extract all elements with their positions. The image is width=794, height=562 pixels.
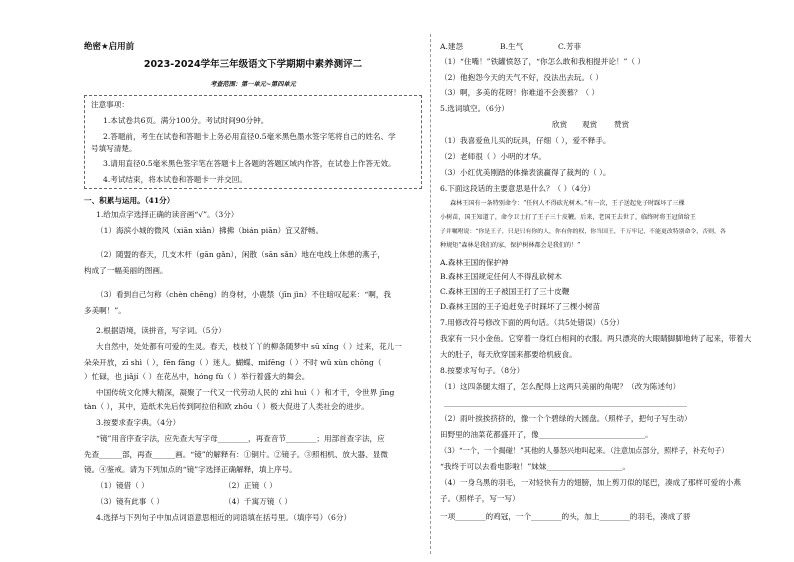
- q1-item: 构成了一幅美丽的图画。: [84, 266, 168, 275]
- q4-option: B.生气: [500, 42, 524, 51]
- notice-box: [84, 95, 422, 189]
- q3-option: （3）镜有此事（ ）: [96, 497, 164, 506]
- q3-line: 镜。④鉴戒。请为下列加点的“镜”字选择正确解释，填上序号。: [84, 465, 297, 474]
- q2-line: 朵朵开放，zī shì（ ），fēn fāng（ ）迷人。蝴蝶、mìfēng（ ）不时 wǔ xùn chōng（: [84, 358, 382, 367]
- q3-option: （1）镜借（ ）: [96, 481, 149, 490]
- q8-answer-line: ________________________________________________________________: [444, 398, 687, 407]
- section-heading: 一、积累与运用。（41分）: [84, 196, 175, 205]
- q5-word: 欣赏: [552, 120, 568, 129]
- question-5: 5.选词填空。（6分）: [440, 104, 510, 113]
- q5-line: （1）我喜爱鱼儿买的玩具，仔细（ ），爱不释手。: [440, 136, 611, 145]
- q1-item: （1）海滨小城的微风（xiān xiǎn）拂拂（bián piān）宜又舒畅。: [96, 226, 324, 235]
- q2-line: 大自然中，处处都有可爱的生灵。春天，枝枝丫丫的柳条随梦中 sū xǐng（ ）过来，花儿一: [96, 342, 402, 351]
- confidential-mark: 绝密★启用前: [84, 42, 135, 52]
- q8-line: （1）这四条腿太细了，怎么配得上这两只美丽的角呢？（改为陈述句）: [440, 382, 681, 391]
- q6-paragraph: 种规矩“森林是我们的家，保护树林都会是我们的！”: [440, 242, 581, 249]
- q6-choice: A.森林王国的保护神: [440, 258, 509, 267]
- column-divider: [430, 34, 431, 554]
- q6-choice: D.森林王国的王子追赶免子时踩坏了三棵小树苗: [440, 302, 601, 311]
- q6-paragraph: 小树苗，国王知道了，命令卫士打了王子三十皮鞭。后来，老国王去世了，临终时将王冠留给王: [440, 214, 696, 221]
- question-6: 6.下面这段话的主要意思是什么？（ ）（4分）: [440, 184, 595, 193]
- q7-line: 我家有一只小金鱼。它穿着一身红白相间的衣服。两只漂亮的大眼睛脚脚地转了起来，带着大: [440, 334, 752, 343]
- q5-line: （2）老师很（ ）小明的才华。: [440, 152, 546, 161]
- q6-choice: C.森林王国的王子被国王打了三十皮鞭: [440, 287, 570, 296]
- q4-option: A.建怨: [440, 42, 464, 51]
- q5-word: 观赏: [582, 120, 598, 129]
- q5-line: （3）小红优美刚踏的体操表演赢得了裁判的（ ）。: [440, 168, 611, 177]
- q4-line: （1）“住嘴！”铁罐愤怒了，“你怎么敢和我相提并论！”（ ）: [440, 57, 646, 66]
- question-4: 4.选择与下列句子中加点词语意思相近的词语填在括号里。（填序号）（6分）: [96, 513, 352, 522]
- notice-item: 2.答题前，考生在试卷和答题卡上务必用直径0.5毫米黑色墨水签字笔将自己的姓名、学: [103, 132, 396, 141]
- notice-item: 1.本试卷共6页。满分100分。考试时间90分钟。: [103, 116, 269, 125]
- q8-line: 子。（照样子，写一写）: [440, 494, 520, 503]
- question-1: 1.给加点字选择正确的读音画“√”。（3分）: [96, 210, 239, 219]
- question-8: 8.按要求写句子。（8分）: [440, 366, 525, 375]
- q7-line: 大的肚子，每天欣穿国来都要给机疲食。: [440, 350, 577, 359]
- q8-line: 一项________的鸡冠，一个________的头，加上________的羽毛，凑成了骄: [440, 512, 691, 521]
- q3-option: （4）千寓万镜（ ）: [224, 497, 292, 506]
- q4-line: （2）他抱怨今天的天气不好，没法出去玩。（ ）: [440, 73, 603, 82]
- q1-item: （3）看到自己匀称（chèn chēng）的身材，小鹿禁（jīn jìn）不住暗叹起来：“啊，我: [96, 290, 392, 299]
- q5-word: 赞赏: [614, 120, 630, 129]
- q8-line: 田野里的油菜花都盛开了，像____________________________。: [440, 430, 653, 439]
- q8-line: （4）一身乌黑的羽毛，一对轻快有力的翅膀，加上剪刀似的尾巴，凑成了那样可爱的小燕: [440, 478, 741, 487]
- question-3: 3.按要求查字典。（4分）: [96, 418, 181, 427]
- q8-line: （3）“一个，一个揭碰！”其他的人暴怒兴地叫起来。（注意加点部分，照样子，补充句子）: [440, 446, 729, 455]
- q1-item: （2）随盟的春天，几支木杆（gān gǎn），闲散（sān sǎn）地在电线上休憩的燕子，: [96, 250, 385, 259]
- q1-item: 多美啊！”。: [84, 306, 126, 315]
- q2-line: ）忙碌，也 jiǎjí（ ）在花丛中，hóng fù（ ）举行着盛大的舞会。: [84, 372, 310, 381]
- q3-option: （2）正镜（ ）: [224, 481, 277, 490]
- notice-heading: 注意事项：: [91, 100, 129, 109]
- question-7: 7.用修改符号修改下面的两句话。（共5处错误）（5分）: [440, 318, 624, 327]
- notice-item: 3.请用直径0.5毫米黑色签字笔在答题卡上各题的答题区域内作答，在试卷上作答无效。: [103, 159, 396, 168]
- q2-line: tàn（ ），其中，造纸术先后传到阿拉伯和欧 zhōu（ ）极大促进了人类社会的进步。: [84, 402, 369, 411]
- exam-title: 2023-2024学年三年级语文下学期期中素养测评二: [143, 59, 363, 70]
- exam-scope: 考查范围：第一单元~第四单元: [210, 81, 296, 88]
- q8-line: （2）雨叶挨挨挤挤的，像一个个碧绿的大圆盘。（照样子，把句子写生动）: [440, 414, 692, 423]
- notice-item: 号填写清楚。: [91, 144, 137, 153]
- q6-choice: B.森林王国规定任何人不得乱砍树木: [440, 272, 562, 281]
- q2-line: 中国传统文化博大精深，凝聚了一代又一代劳动人民的 zhì huì（ ）和才干，令世界 jīng: [96, 388, 395, 397]
- question-2: 2.根据语境，读拼音，写字词。（5分）: [96, 326, 226, 335]
- q3-line: “镜”用音序查字法，应先查大写字母________，再查音节________；用部首查字法，应: [96, 434, 385, 443]
- q4-line: （3）啊，多美的花呀！你难道不会羡慕？（ ）: [440, 88, 600, 97]
- q6-paragraph: 森林王国有一条特别命令：“任何人不得砍光树木。”有一次，王子送起免子时踩坏了三棵: [450, 200, 685, 207]
- q6-paragraph: 子并嘱咐说：“你是王子，只是只有你的人，你有你的权，你当国王，千万牢记，不能更改特别命令，否则，各: [440, 229, 726, 235]
- q4-option: C.芳菲: [558, 42, 582, 51]
- q3-line: 先查______部，再查______画。“镜”的解释有：①铜片。②镜子。③照相机、放大器、显微: [84, 450, 388, 459]
- notice-item: 4.考试结束，将本试卷和答题卡一并交回。: [103, 175, 247, 184]
- q8-line: “我终于可以去看电影啦！”妹妹____________________。: [440, 462, 631, 471]
